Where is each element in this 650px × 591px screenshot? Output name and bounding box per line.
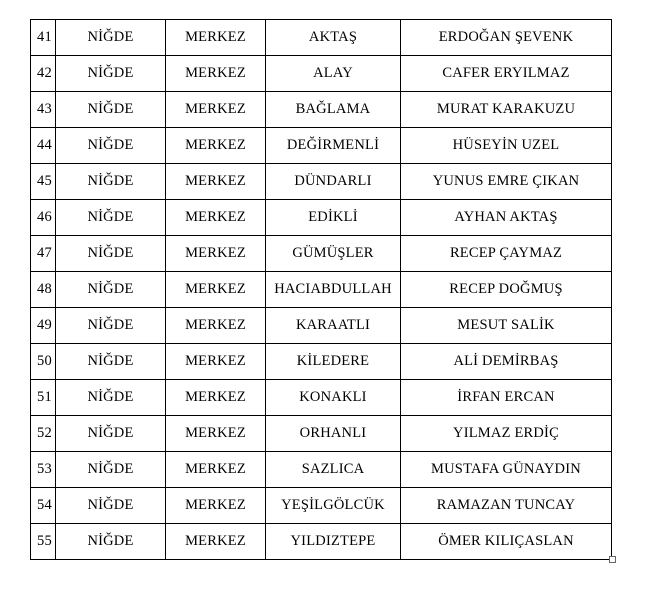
district-cell: MERKEZ	[166, 416, 266, 452]
province-cell: NİĞDE	[56, 308, 166, 344]
district-cell: MERKEZ	[166, 488, 266, 524]
row-number-cell: 53	[31, 452, 56, 488]
village-cell: KARAATLI	[266, 308, 401, 344]
district-cell: MERKEZ	[166, 200, 266, 236]
end-of-cell-marker	[609, 556, 616, 563]
table-row	[31, 488, 612, 524]
district-cell: MERKEZ	[166, 272, 266, 308]
table-row	[31, 452, 612, 488]
province-cell: NİĞDE	[56, 524, 166, 560]
province-cell: NİĞDE	[56, 344, 166, 380]
village-cell: AKTAŞ	[266, 20, 401, 56]
person-name-cell: YILMAZ ERDİÇ	[401, 416, 612, 452]
district-cell: MERKEZ	[166, 380, 266, 416]
village-cell: KONAKLI	[266, 380, 401, 416]
person-name-cell: RAMAZAN TUNCAY	[401, 488, 612, 524]
table-row	[31, 200, 612, 236]
province-cell: NİĞDE	[56, 380, 166, 416]
district-cell: MERKEZ	[166, 92, 266, 128]
table-row	[31, 308, 612, 344]
table-row	[31, 164, 612, 200]
row-number-cell: 45	[31, 164, 56, 200]
province-cell: NİĞDE	[56, 200, 166, 236]
village-cell: KİLEDERE	[266, 344, 401, 380]
row-number-cell: 47	[31, 236, 56, 272]
roster-table	[30, 19, 612, 560]
district-cell: MERKEZ	[166, 308, 266, 344]
province-cell: NİĞDE	[56, 20, 166, 56]
village-cell: YILDIZTEPE	[266, 524, 401, 560]
district-cell: MERKEZ	[166, 236, 266, 272]
row-number-cell: 51	[31, 380, 56, 416]
table-row	[31, 128, 612, 164]
village-cell: ALAY	[266, 56, 401, 92]
district-cell: MERKEZ	[166, 344, 266, 380]
village-cell: GÜMÜŞLER	[266, 236, 401, 272]
province-cell: NİĞDE	[56, 452, 166, 488]
row-number-cell: 55	[31, 524, 56, 560]
person-name-cell: ÖMER KILIÇASLAN	[401, 524, 612, 560]
table-row	[31, 416, 612, 452]
row-number-cell: 42	[31, 56, 56, 92]
province-cell: NİĞDE	[56, 236, 166, 272]
row-number-cell: 41	[31, 20, 56, 56]
province-cell: NİĞDE	[56, 416, 166, 452]
person-name-cell: ALİ DEMİRBAŞ	[401, 344, 612, 380]
table-row	[31, 20, 612, 56]
person-name-cell: RECEP ÇAYMAZ	[401, 236, 612, 272]
person-name-cell: RECEP DOĞMUŞ	[401, 272, 612, 308]
row-number-cell: 48	[31, 272, 56, 308]
row-number-cell: 44	[31, 128, 56, 164]
district-cell: MERKEZ	[166, 56, 266, 92]
row-number-cell: 50	[31, 344, 56, 380]
row-number-cell: 46	[31, 200, 56, 236]
person-name-cell: AYHAN AKTAŞ	[401, 200, 612, 236]
village-cell: SAZLICA	[266, 452, 401, 488]
person-name-cell: MESUT SALİK	[401, 308, 612, 344]
table-row	[31, 92, 612, 128]
village-cell: BAĞLAMA	[266, 92, 401, 128]
row-number-cell: 54	[31, 488, 56, 524]
village-cell: DEĞİRMENLİ	[266, 128, 401, 164]
village-cell: YEŞİLGÖLCÜK	[266, 488, 401, 524]
person-name-cell: YUNUS EMRE ÇIKAN	[401, 164, 612, 200]
district-cell: MERKEZ	[166, 20, 266, 56]
row-number-cell: 49	[31, 308, 56, 344]
district-cell: MERKEZ	[166, 452, 266, 488]
district-cell: MERKEZ	[166, 128, 266, 164]
table-row	[31, 524, 612, 560]
row-number-cell: 43	[31, 92, 56, 128]
person-name-cell: HÜSEYİN UZEL	[401, 128, 612, 164]
village-cell: EDİKLİ	[266, 200, 401, 236]
roster-table-body	[31, 20, 612, 560]
person-name-cell: MUSTAFA GÜNAYDIN	[401, 452, 612, 488]
province-cell: NİĞDE	[56, 164, 166, 200]
province-cell: NİĞDE	[56, 128, 166, 164]
table-row	[31, 272, 612, 308]
person-name-cell: MURAT KARAKUZU	[401, 92, 612, 128]
table-row	[31, 344, 612, 380]
province-cell: NİĞDE	[56, 488, 166, 524]
province-cell: NİĞDE	[56, 272, 166, 308]
district-cell: MERKEZ	[166, 524, 266, 560]
village-cell: ORHANLI	[266, 416, 401, 452]
row-number-cell: 52	[31, 416, 56, 452]
person-name-cell: ERDOĞAN ŞEVENK	[401, 20, 612, 56]
province-cell: NİĞDE	[56, 92, 166, 128]
person-name-cell: CAFER ERYILMAZ	[401, 56, 612, 92]
village-cell: DÜNDARLI	[266, 164, 401, 200]
table-row	[31, 380, 612, 416]
village-cell: HACIABDULLAH	[266, 272, 401, 308]
province-cell: NİĞDE	[56, 56, 166, 92]
district-cell: MERKEZ	[166, 164, 266, 200]
table-row	[31, 236, 612, 272]
person-name-cell: İRFAN ERCAN	[401, 380, 612, 416]
table-row	[31, 56, 612, 92]
